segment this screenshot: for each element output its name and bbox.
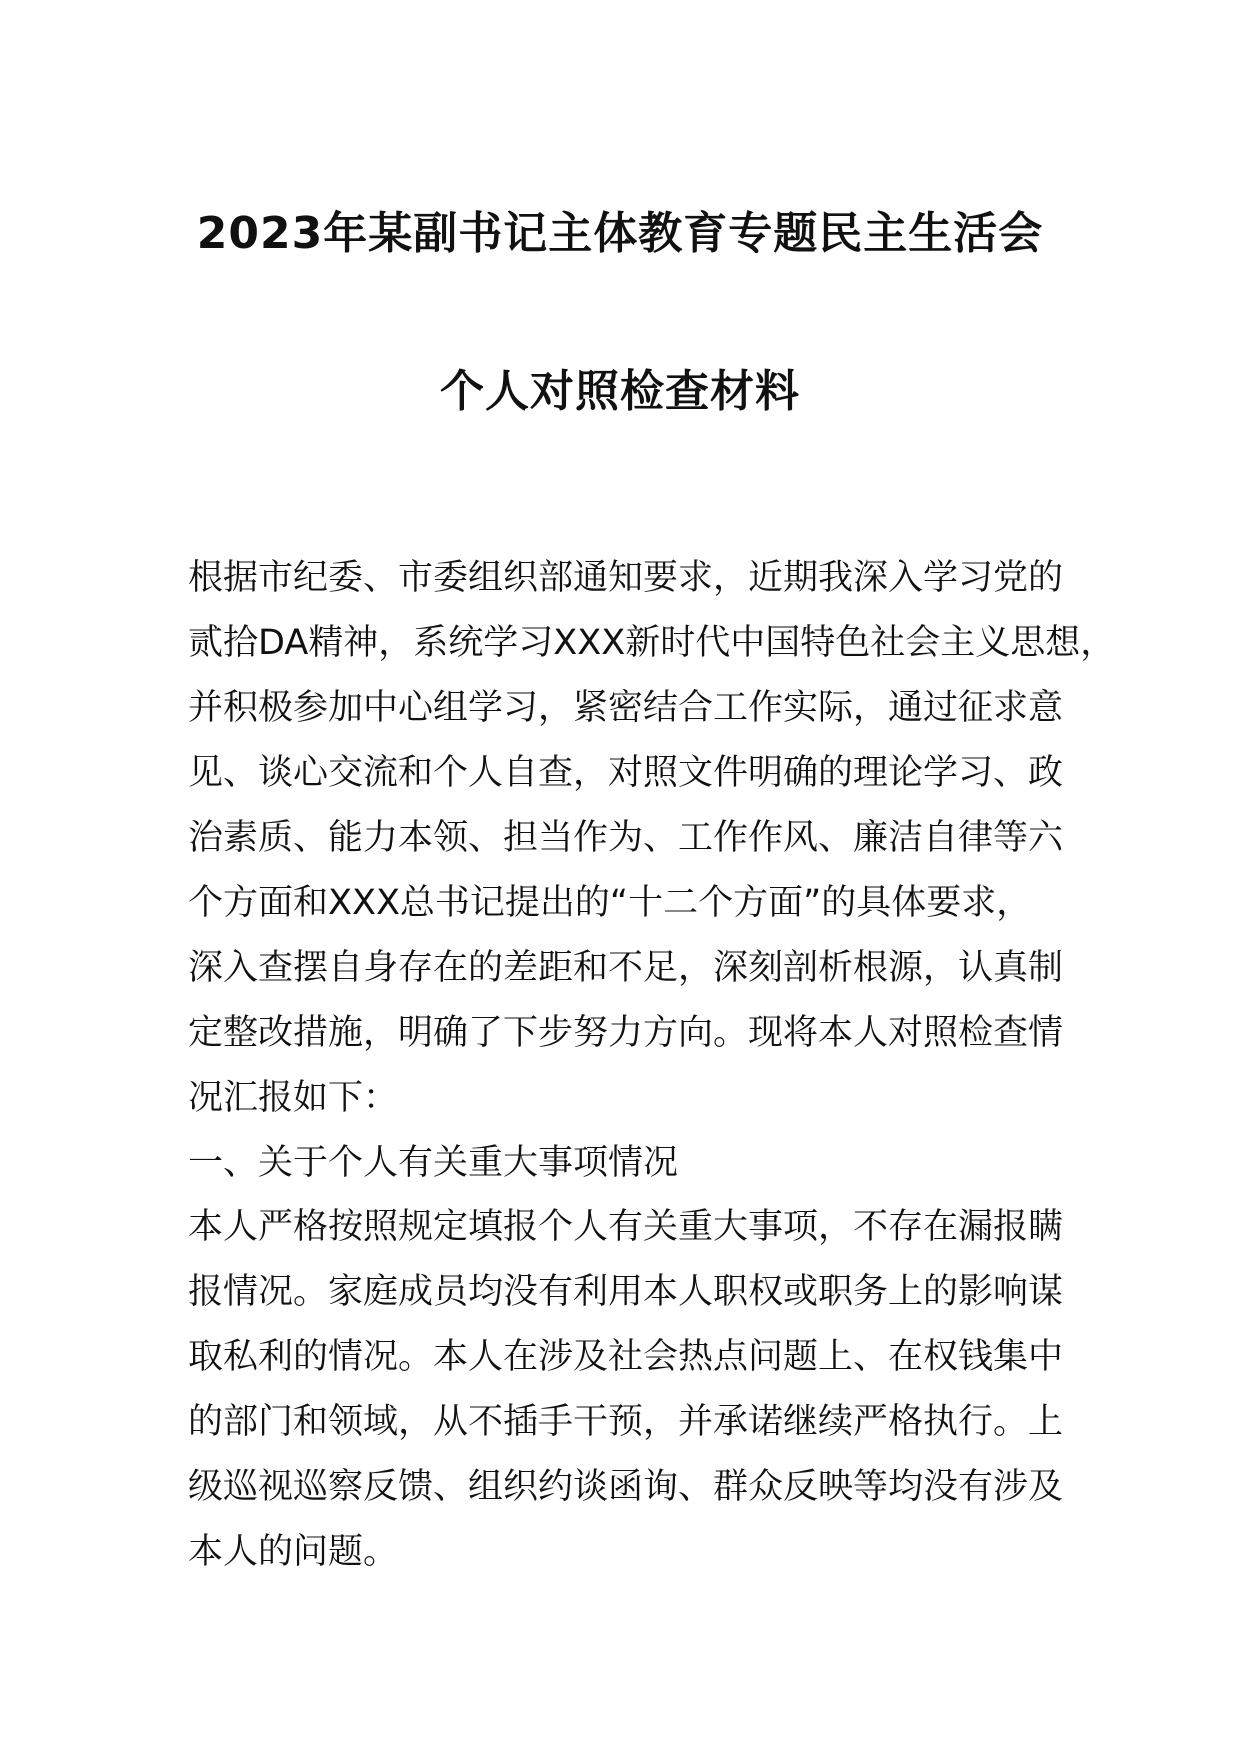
- paragraph-line: 取私利的情况。本人在涉及社会热点问题上、在权钱集中: [188, 1337, 1064, 1377]
- paragraph-line: 本人严格按照规定填报个人有关重大事项，不存在漏报瞒: [188, 1207, 1064, 1247]
- paragraph-line: 个方面和XXX总书记提出的“十二个方面”的具体要求，: [188, 883, 1032, 923]
- paragraph-line: 本人的问题。: [188, 1532, 399, 1572]
- paragraph-line: 治素质、能力本领、担当作为、工作作风、廉洁自律等六: [188, 818, 1064, 858]
- paragraph-line: 定整改措施，明确了下步努力方向。现将本人对照检查情: [188, 1013, 1064, 1053]
- document-title-line-1: 2023年某副书记主体教育专题民主生活会: [196, 208, 1044, 259]
- paragraph-line: 况汇报如下：: [188, 1078, 399, 1118]
- paragraph-line: 报情况。家庭成员均没有利用本人职权或职务上的影响谋: [188, 1272, 1064, 1312]
- paragraph-line: 的部门和领域，从不插手干预，并承诺继续严格执行。上: [188, 1402, 1064, 1442]
- paragraph-line: 并积极参加中心组学习，紧密结合工作实际，通过征求意: [188, 688, 1064, 728]
- intro-paragraph: [188, 546, 1116, 1131]
- paragraph-line: 见、谈心交流和个人自查，对照文件明确的理论学习、政: [188, 753, 1064, 793]
- paragraph-line: 级巡视巡察反馈、组织约谈函询、群众反映等均没有涉及: [188, 1467, 1064, 1507]
- paragraph-line: 根据市纪委、市委组织部通知要求，近期我深入学习党的: [188, 558, 1064, 598]
- paragraph-line: 贰拾DA精神，系统学习XXX新时代中国特色社会主义思想，: [188, 623, 1116, 663]
- section-1-heading: [188, 1131, 1078, 1196]
- document-title-line-2: 个人对照检查材料: [440, 366, 800, 417]
- paragraph-line: 深入查摆自身存在的差距和不足，深刻剖析根源，认真制: [188, 948, 1064, 988]
- section-1-paragraph: [188, 1195, 1078, 1585]
- section-heading-text: 一、关于个人有关重大事项情况: [188, 1143, 679, 1183]
